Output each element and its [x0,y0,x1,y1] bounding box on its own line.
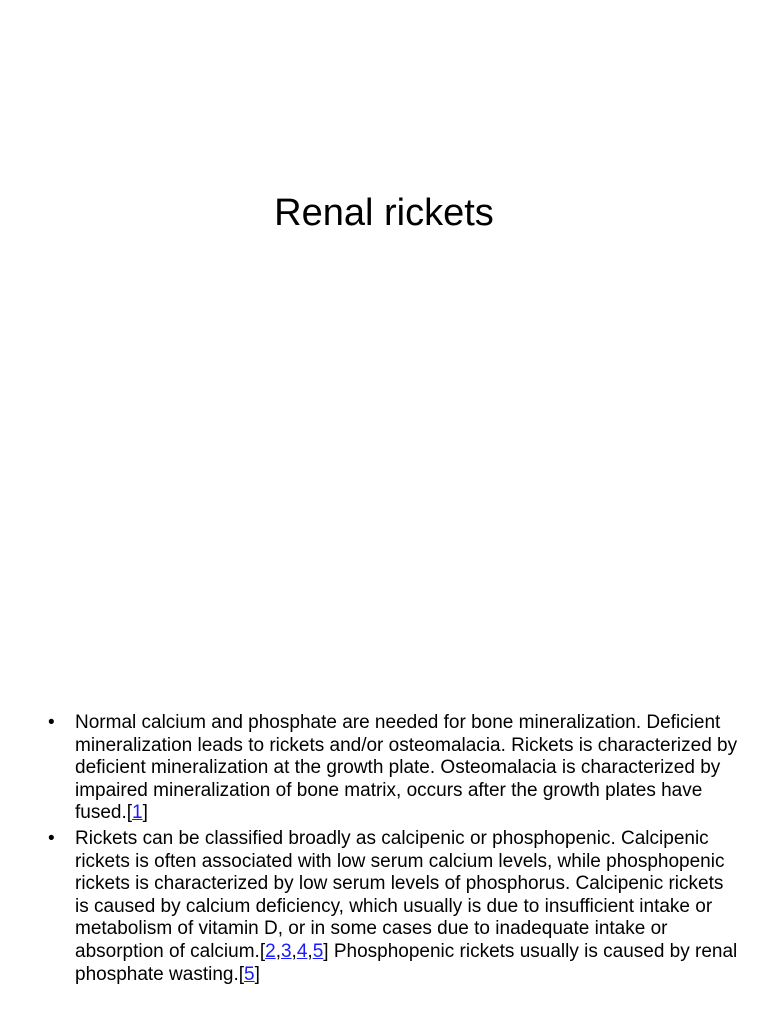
bullet-text-continued: Phosphopenic rickets usually is caused by renal phosphate wasting. [75,940,738,985]
bullet-item [48,828,738,986]
reference-link-3[interactable]: 3 [280,940,292,962]
reference-link-1[interactable]: 1 [132,802,143,824]
ref-bracket-open: [ [259,940,266,962]
ref-bracket-close: ] [254,963,260,985]
reference-link-5[interactable]: 5 [312,940,324,962]
ref-bracket-open: [ [238,963,245,985]
bullet-dot-icon: • [48,827,55,849]
ref-bracket-close: ] [142,802,148,824]
bullet-item [48,712,738,825]
ref-bracket-close: ] [323,940,329,962]
bullet-dot-icon: • [48,712,55,733]
reference-link-2[interactable]: 2 [265,940,276,962]
bullet-text: Rickets can be classified broadly as calcipenic or phosphopenic. Calcipenic rickets is often associated with low serum calcium levels, while phosphopenic rickets is characterized by low serum levels of phosphorus. Calcipenic rickets is caused by calcium deficiency, which usually is due to insufficient intake or metabolism of vitamin D, or in some cases due to inadequate intake or absorption of calcium. [75,827,725,962]
ref-comma: , [291,940,297,962]
slide-title: Renal rickets [274,192,494,234]
bullet-list [48,712,738,989]
ref-bracket-open: [ [126,802,133,824]
reference-link-4[interactable]: 4 [296,940,308,962]
ref-comma: , [307,940,313,962]
ref-comma: , [275,940,281,962]
reference-link-5b[interactable]: 5 [244,963,255,985]
bullet-text: Normal calcium and phosphate are needed for bone mineralization. Deficient mineralization leads to rickets and/or osteomalacia. Rickets is characterized by deficient mineralization at the growth plate. Osteomalacia is characterized by impaired mineralization of bone matrix, occurs after the growth plates have fused. [75,712,738,824]
